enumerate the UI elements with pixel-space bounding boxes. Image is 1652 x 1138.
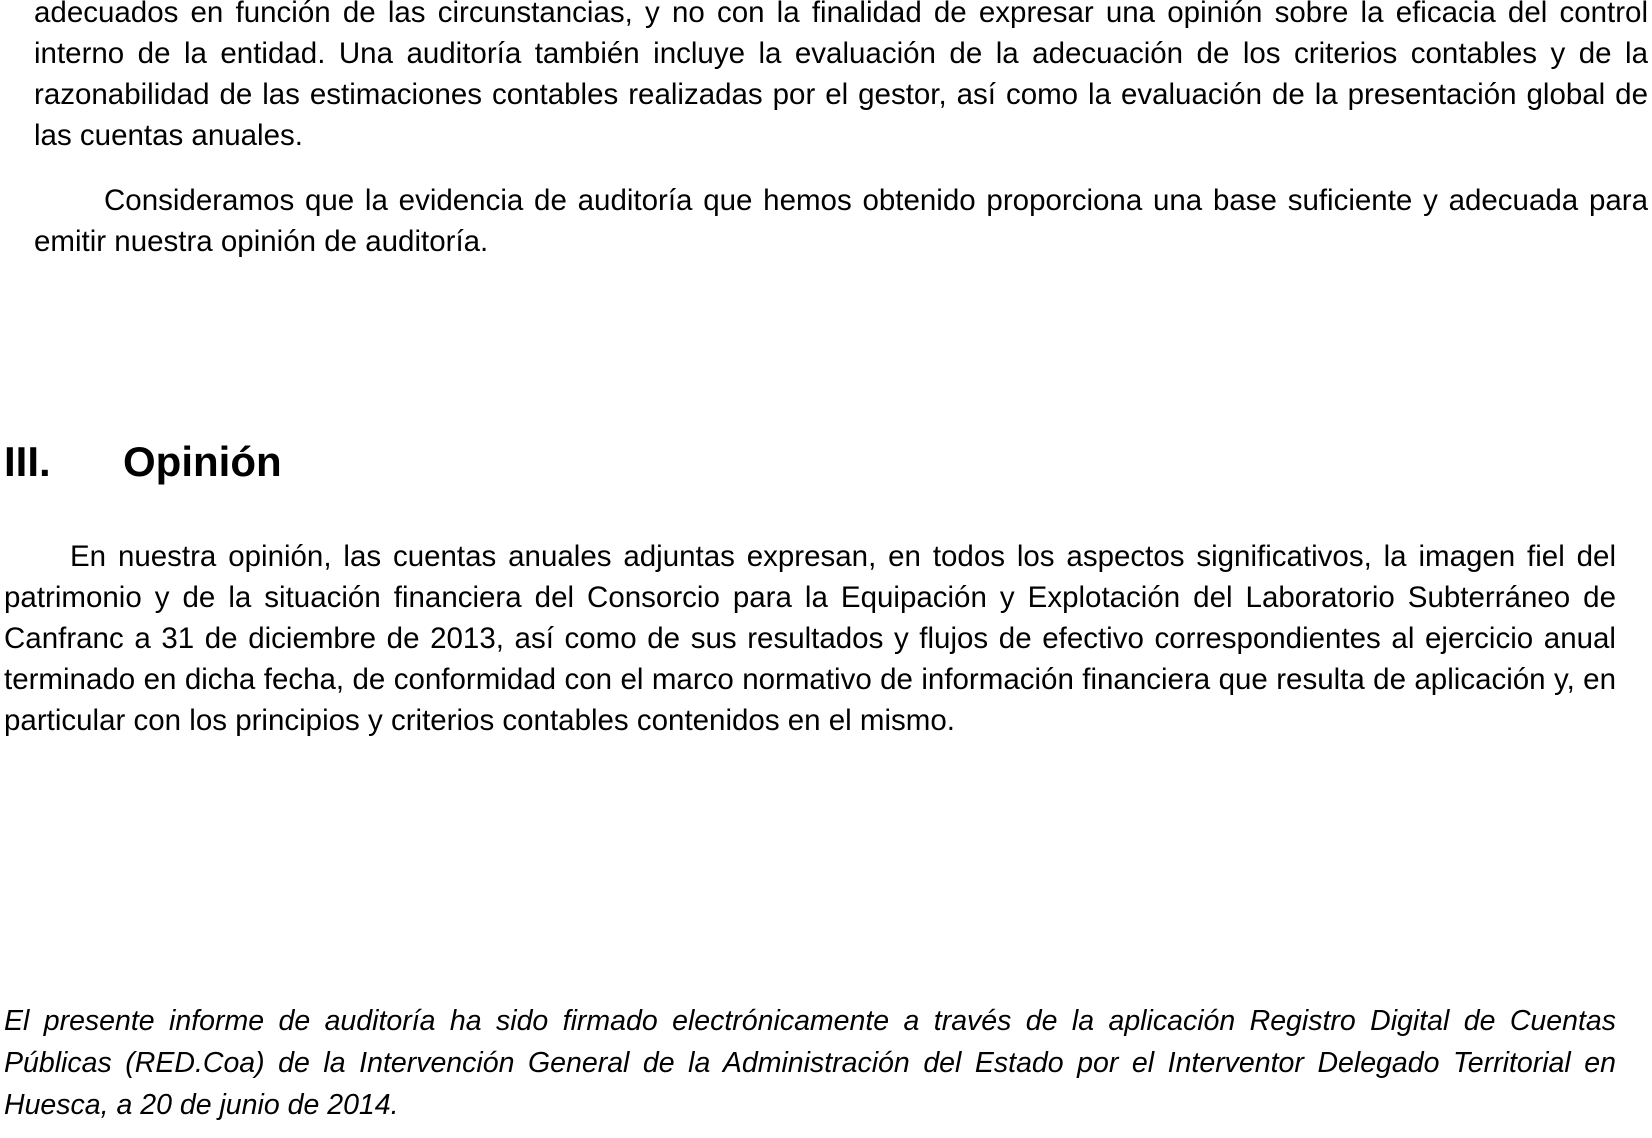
section-title: Opinión bbox=[123, 438, 282, 485]
paragraph-audit-procedures: adecuados en función de las circunstancias, y no con la finalidad de expresar una opinión sobre la eficacia del control interno de la entidad. Una auditoría también incluye la evaluación de la adecuación de los criterios contables y de la razonabilidad de las estimaciones contables realizadas por el gestor, así como la evaluación de la presentación global de las cuentas anuales. bbox=[34, 0, 1648, 152]
section-heading-opinion bbox=[4, 436, 282, 488]
paragraph-opinion: En nuestra opinión, las cuentas anuales adjuntas expresan, en todos los aspectos significativos, la imagen fiel del patrimonio y de la situación financiera del Consorcio para la Equipación y Explotación del Laboratorio Subterráneo de Canfranc a 31 de diciembre de 2013, así como de sus resultados y flujos de efectivo correspondientes al ejercicio anual terminado en dicha fecha, de conformidad con el marco normativo de información financiera que resulta de aplicación y, en particular con los principios y criterios contables contenidos en el mismo. bbox=[4, 540, 1616, 737]
paragraph-audit-evidence: Consideramos que la evidencia de auditoría que hemos obtenido proporciona una base suficiente y adecuada para emitir nuestra opinión de auditoría. bbox=[34, 184, 1648, 258]
section-number: III. bbox=[4, 438, 51, 485]
signature-note: El presente informe de auditoría ha sido firmado electrónicamente a través de la aplicación Registro Digital de Cuentas Públicas (RED.Coa) de la Intervención General de la Administración del Estado por el Interventor Delegado Territorial en Huesca, a 20 de junio de 2014. bbox=[4, 1005, 1616, 1121]
